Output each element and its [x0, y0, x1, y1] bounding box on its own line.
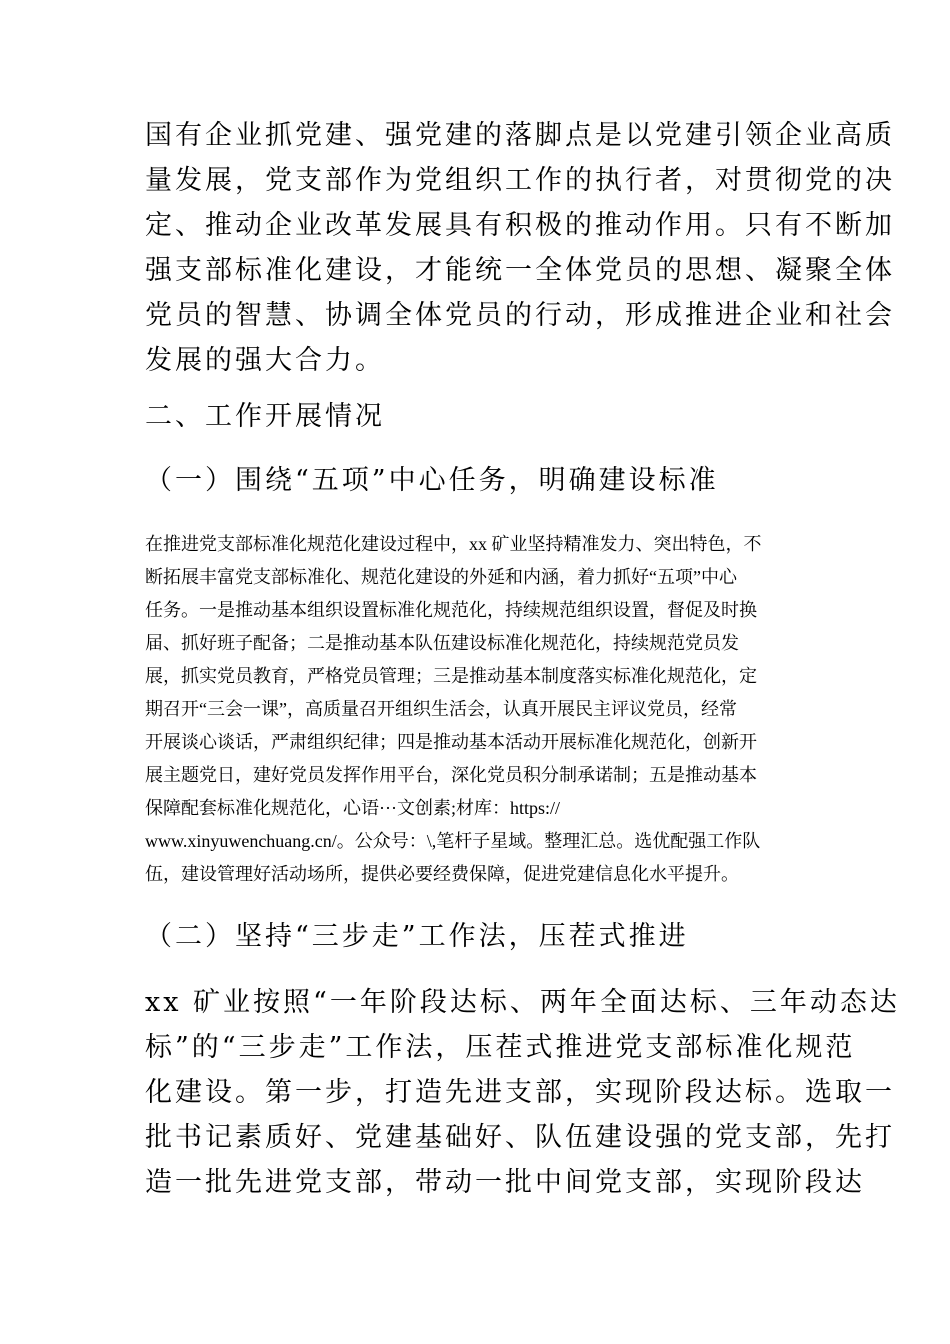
text-line: 伍，建设管理好活动场所，提供必要经费保障，促进党建信息化水平提升。 — [145, 864, 739, 884]
text-line: 保障配套标准化规范化，心语···文创素;材库：https:// — [145, 798, 560, 818]
text-line: 批书记素质好、党建基础好、队伍建设强的党支部，先打 — [145, 1122, 895, 1153]
paragraph-standards — [145, 528, 805, 891]
text-line: 量发展，党支部作为党组织工作的执行者，对贯彻党的决 — [145, 165, 895, 196]
subsection-heading-2: （二）坚持“三步走”工作法，压茬式推进 — [145, 921, 689, 952]
paragraph-three-steps — [145, 980, 900, 1205]
text-line: www.xinyuwenchuang.cn/。公众号：\,笔杆子星域。整理汇总。选优配强工作队 — [145, 831, 761, 851]
text-line: 展主题党日，建好党员发挥作用平台，深化党员积分制承诺制；五是推动基本 — [145, 765, 757, 785]
text-line: 届、抓好班子配备；二是推动基本队伍建设标准化规范化，持续规范党员发 — [145, 633, 739, 653]
text-line: 开展谈心谈话，严肃组织纪律；四是推动基本活动开展标准化规范化，创新开 — [145, 732, 757, 752]
text-line: 强支部标准化建设，才能统一全体党员的思想、凝聚全体 — [145, 255, 895, 286]
text-line: 在推进党支部标准化规范化建设过程中，xx 矿业坚持精准发力、突出特色，不 — [145, 534, 762, 554]
text-line: 标”的“三步走”工作法，压茬式推进党支部标准化规范 — [145, 1032, 856, 1063]
text-line: 定、推动企业改革发展具有积极的推动作用。只有不断加 — [145, 210, 895, 241]
section-heading: 二、工作开展情况 — [145, 401, 385, 432]
paragraph-intro — [145, 113, 895, 383]
text-line: 国有企业抓党建、强党建的落脚点是以党建引领企业高质 — [145, 120, 895, 151]
text-line: 造一批先进党支部，带动一批中间党支部，实现阶段达 — [145, 1167, 865, 1198]
text-line: 发展的强大合力。 — [145, 345, 385, 376]
text-line: 展，抓实党员教育，严格党员管理；三是推动基本制度落实标准化规范化，定 — [145, 666, 757, 686]
text-line: 期召开“三会一课”，高质量召开组织生活会，认真开展民主评议党员，经常 — [145, 699, 737, 719]
text-line: 任务。一是推动基本组织设置标准化规范化，持续规范组织设置，督促及时换 — [145, 600, 757, 620]
text-line: xx 矿业按照“一年阶段达标、两年全面达标、三年动态达 — [145, 987, 900, 1018]
text-line: 化建设。第一步，打造先进支部，实现阶段达标。选取一 — [145, 1077, 895, 1108]
subsection-heading-1: （一）围绕“五项”中心任务，明确建设标准 — [145, 465, 719, 496]
text-line: 断拓展丰富党支部标准化、规范化建设的外延和内涵，着力抓好“五项”中心 — [145, 567, 737, 587]
text-line: 党员的智慧、协调全体党员的行动，形成推进企业和社会 — [145, 300, 895, 331]
